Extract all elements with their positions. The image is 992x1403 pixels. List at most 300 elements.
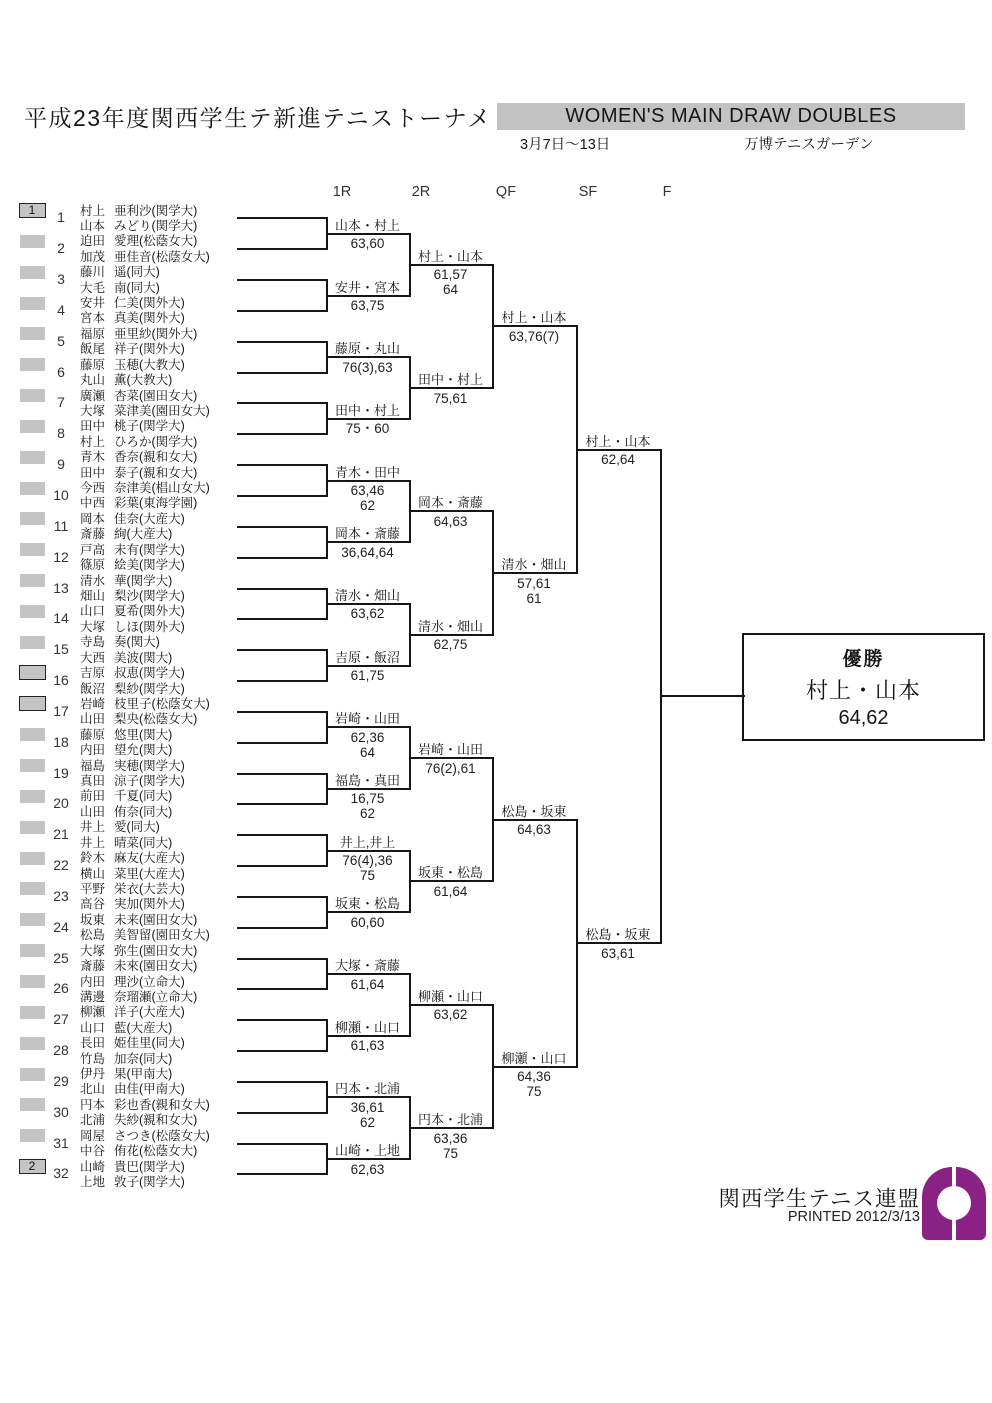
player-surname: 伊丹 [80, 1067, 106, 1082]
player-givenname: 実穂(関学大) [114, 758, 185, 773]
winner-name-1r-7: 清水・畑山 [334, 587, 400, 603]
entry-number: 14 [53, 610, 69, 627]
player-surname: 山田 [80, 804, 106, 819]
player-row [80, 851, 185, 866]
match-score-qf-4: 75 [526, 1084, 542, 1100]
player-givenname: 愛理(松蔭女大) [114, 234, 198, 249]
match-score-1r-15: 62 [359, 1114, 376, 1130]
player-surname: 今西 [80, 481, 106, 496]
player-surname: 真田 [80, 774, 106, 789]
winner-line-1r [326, 418, 411, 420]
federation-name: 関西学生テニス連盟 [718, 1187, 920, 1211]
player-givenname: 姫佳里(同大) [114, 1036, 185, 1051]
seed-box [20, 327, 45, 340]
player-surname: 竹島 [80, 1051, 106, 1066]
entry-number: 32 [53, 1165, 69, 1182]
entry-number: 28 [53, 1042, 69, 1059]
player-row [80, 882, 185, 897]
player-row [80, 219, 197, 234]
player-surname: 篠原 [80, 558, 106, 573]
player-givenname: 華(関学大) [114, 573, 173, 588]
winner-name-1r-9: 岩崎・山田 [334, 711, 400, 727]
player-surname: 横山 [80, 866, 106, 881]
winner-line-1r [326, 233, 411, 235]
player-row [80, 342, 185, 357]
player-surname: 前田 [80, 789, 106, 804]
player-givenname: 梨紗(関学大) [114, 681, 185, 696]
match-score-2r-8: 63,36 [433, 1130, 468, 1146]
player-row [80, 836, 172, 851]
player-surname: 高谷 [80, 897, 106, 912]
player-surname: 吉原 [80, 666, 106, 681]
player-row [80, 728, 172, 743]
player-givenname: 敦子(関学大) [114, 1174, 185, 1189]
entry-number: 31 [53, 1134, 69, 1151]
winner-name-1r-2: 安井・宮本 [334, 279, 400, 295]
seed-box [20, 605, 45, 618]
player-surname: 中谷 [80, 1144, 106, 1159]
player-givenname: 香奈(親和女大) [114, 450, 198, 465]
winner-name-2r-8: 円本・北浦 [417, 1112, 483, 1128]
entry-number: 5 [57, 332, 65, 349]
player-row [80, 450, 197, 465]
player-givenname: 美波(関大) [114, 650, 173, 665]
winner-line-1r [326, 1096, 411, 1098]
player-row [80, 944, 197, 959]
player-surname: 井上 [80, 835, 106, 850]
player-row [80, 651, 172, 666]
match-score-sf-2: 63,61 [601, 945, 635, 961]
winner-line-1r [326, 295, 411, 297]
match-score-1r-14: 61,63 [350, 1038, 385, 1054]
player-givenname: 薫(大教大) [114, 373, 173, 388]
player-givenname: 梨沙(関学大) [114, 589, 185, 603]
team-line [237, 217, 328, 219]
entry-number: 20 [53, 795, 69, 812]
winner-line-2r [409, 510, 494, 512]
entry-number: 2 [57, 240, 65, 257]
winner-line-2r [409, 387, 494, 389]
match-score-2r-2: 75,61 [433, 390, 468, 406]
winner-name-2r-3: 岡本・斎藤 [417, 495, 483, 511]
player-surname: 藤川 [80, 265, 106, 280]
player-surname: 山崎 [80, 1159, 106, 1174]
winner-name-1r-5: 青木・田中 [334, 464, 400, 480]
player-givenname: 貴巴(関学大) [114, 1159, 185, 1174]
seed-box [20, 1098, 45, 1111]
match-score-1r-8: 61,75 [350, 668, 385, 684]
player-surname: 山田 [80, 712, 106, 727]
player-givenname: 美智留(園田女大) [114, 928, 210, 943]
player-givenname: さつき(松蔭女大) [114, 1128, 210, 1143]
entry-number: 27 [53, 1011, 69, 1028]
team-line [237, 711, 328, 713]
player-surname: 畑山 [80, 589, 106, 603]
player-row [80, 265, 160, 280]
match-score-1r-6: 36,64,64 [341, 544, 394, 560]
player-givenname: ひろか(関学大) [114, 434, 198, 449]
player-row [80, 1129, 210, 1144]
entry-number: 18 [53, 733, 69, 750]
team-line [237, 372, 328, 374]
match-score-qf-2: 57,61 [517, 575, 551, 591]
winner-name-1r-10: 福島・真田 [334, 772, 400, 788]
player-givenname: しほ(関外大) [114, 619, 185, 634]
team-line [237, 773, 328, 775]
printed-date: PRINTED 2012/3/13 [787, 1209, 920, 1225]
player-row [80, 435, 197, 450]
player-givenname: 杏菜(園田女大) [114, 388, 198, 403]
winner-line-1r [326, 788, 411, 790]
winner-name-2r-4: 清水・畑山 [417, 618, 483, 634]
player-row [80, 820, 160, 835]
entry-number: 30 [53, 1103, 69, 1120]
seed-box [20, 420, 45, 433]
winner-name-sf-2: 松島・坂東 [585, 927, 651, 943]
player-row [80, 1144, 197, 1159]
player-surname: 飯沼 [80, 681, 106, 696]
entry-number: 8 [57, 425, 65, 442]
player-row [80, 666, 185, 681]
match-score-sf-1: 62,64 [601, 452, 635, 468]
player-surname: 斎藤 [80, 959, 106, 974]
winner-line-2r [409, 757, 494, 759]
player-givenname: 加奈(同大) [114, 1051, 173, 1066]
match-score-qf-2: 61 [526, 590, 542, 606]
match-score-1r-16: 62,63 [350, 1161, 385, 1177]
player-surname: 長田 [80, 1036, 106, 1051]
entry-number: 21 [53, 826, 69, 843]
player-row [80, 1160, 185, 1175]
winner-name-2r-7: 柳瀬・山口 [417, 988, 483, 1004]
winner-line-1r [326, 1158, 411, 1160]
player-surname: 上地 [80, 1174, 106, 1189]
federation-logo-icon [922, 1167, 986, 1240]
logo-slit [952, 1167, 956, 1240]
team-line [237, 1143, 328, 1145]
page-title: 平成23年度関西学生テ新進テニストーナメ [24, 105, 492, 131]
entry-number: 9 [57, 456, 65, 473]
entry-number: 29 [53, 1072, 69, 1089]
player-row [80, 959, 197, 974]
player-givenname: 果(甲南大) [114, 1067, 173, 1082]
seed-box [20, 266, 45, 279]
player-givenname: 悠里(関大) [114, 727, 173, 742]
team-line [237, 649, 328, 651]
player-givenname: 侑奈(同大) [114, 804, 173, 819]
winner-name-1r-15: 円本・北浦 [334, 1081, 400, 1097]
winner-line-final [660, 695, 745, 697]
round-label-1R: 1R [332, 184, 352, 200]
player-givenname: 玉穂(大教大) [114, 357, 185, 372]
player-surname: 福原 [80, 326, 106, 341]
seed-box [20, 297, 45, 310]
match-score-qf-1: 63,76(7) [508, 328, 560, 344]
player-row [80, 1098, 210, 1113]
player-surname: 福島 [80, 758, 106, 773]
entry-number: 12 [53, 548, 69, 565]
seed-box [20, 913, 45, 926]
player-row [80, 774, 185, 789]
seed-box [20, 636, 45, 649]
entry-number: 10 [53, 486, 69, 503]
winner-name-2r-1: 村上・山本 [417, 248, 483, 264]
player-row [80, 281, 160, 296]
entry-number: 13 [53, 579, 69, 596]
match-score-qf-4: 64,36 [517, 1069, 551, 1085]
player-givenname: 彩也香(親和女大) [114, 1097, 210, 1112]
team-line [237, 742, 328, 744]
player-surname: 岡屋 [80, 1128, 106, 1143]
player-row [80, 913, 197, 928]
seed-box [20, 975, 45, 988]
team-line [237, 803, 328, 805]
match-score-1r-13: 61,64 [350, 976, 385, 992]
player-givenname: 菜里(大産大) [114, 866, 185, 881]
player-givenname: 未来(園田女大) [114, 912, 198, 927]
winner-line-sf [576, 449, 662, 451]
match-score-2r-3: 64,63 [433, 513, 468, 529]
player-row [80, 296, 185, 311]
match-score-2r-6: 61,64 [433, 883, 468, 899]
player-givenname: 晴菜(同大) [114, 835, 173, 850]
player-surname: 飯尾 [80, 342, 106, 357]
player-surname: 溝邊 [80, 989, 106, 1004]
winner-name-qf-3: 松島・坂東 [501, 803, 567, 819]
player-row [80, 389, 197, 404]
player-surname: 藤原 [80, 727, 106, 742]
winner-name-1r-12: 坂東・松島 [334, 896, 400, 912]
team-line [237, 279, 328, 281]
team-line [237, 495, 328, 497]
player-row [80, 311, 185, 326]
player-givenname: 未有(関学大) [114, 542, 185, 557]
winner-name-1r-1: 山本・村上 [334, 217, 400, 233]
player-givenname: 弥生(園田女大) [114, 943, 198, 958]
player-givenname: 絵美(関学大) [114, 558, 185, 573]
player-row [80, 543, 185, 558]
seed-box [20, 759, 45, 772]
match-score-2r-1: 61,57 [433, 267, 468, 283]
player-row [80, 990, 197, 1005]
player-surname: 坂東 [80, 912, 106, 927]
player-row [80, 697, 210, 712]
player-surname: 大塚 [80, 619, 106, 634]
seed-box [20, 944, 45, 957]
seed-box [20, 728, 45, 741]
team-line [237, 588, 328, 590]
round-label-QF: QF [495, 184, 517, 200]
winner-line-1r [326, 850, 411, 852]
seed-box [20, 852, 45, 865]
player-surname: 鈴木 [80, 851, 106, 866]
player-givenname: 菜津美(園田女大) [114, 403, 210, 418]
player-row [80, 466, 197, 481]
player-surname: 清水 [80, 573, 106, 588]
team-line [237, 433, 328, 435]
team-line [237, 1050, 328, 1052]
player-surname: 田中 [80, 419, 106, 434]
seed-box [20, 1006, 45, 1019]
team-line [237, 927, 328, 929]
entry-number: 24 [53, 918, 69, 935]
player-surname: 寺島 [80, 635, 106, 650]
team-line [237, 402, 328, 404]
player-surname: 大毛 [80, 280, 106, 295]
player-row [80, 1052, 172, 1067]
player-row [80, 682, 185, 697]
player-surname: 安井 [80, 296, 106, 311]
player-givenname: 理沙(立命大) [114, 974, 185, 989]
player-surname: 円本 [80, 1097, 106, 1112]
team-line [237, 464, 328, 466]
match-score-1r-4: 75・60 [345, 421, 390, 437]
entry-number: 26 [53, 980, 69, 997]
player-surname: 岩崎 [80, 696, 106, 711]
seed-box [20, 451, 45, 464]
team-line [237, 896, 328, 898]
match-score-1r-9: 64 [359, 744, 376, 760]
player-surname: 村上 [80, 434, 106, 449]
winner-name-1r-3: 藤原・丸山 [334, 341, 400, 357]
winner-name-qf-1: 村上・山本 [501, 310, 567, 326]
seed-box: 2 [19, 1159, 46, 1174]
player-givenname: 望允(関大) [114, 743, 173, 758]
player-row [80, 1021, 172, 1036]
match-score-1r-5: 63,46 [350, 483, 385, 499]
player-givenname: 涼子(関学大) [114, 774, 185, 789]
winner-name-1r-6: 岡本・斎藤 [334, 526, 400, 542]
player-row [80, 789, 172, 804]
winner-line-2r [409, 880, 494, 882]
player-row [80, 234, 197, 249]
team-line [237, 248, 328, 250]
entry-number: 1 [57, 209, 65, 226]
winner-name-1r-13: 大塚・斎藤 [334, 958, 400, 973]
player-row [80, 1036, 185, 1051]
player-givenname: 奏(関大) [114, 635, 160, 650]
winner-name-2r-6: 坂東・松島 [417, 865, 483, 881]
team-line [237, 1173, 328, 1175]
player-row [80, 1175, 185, 1190]
team-line [237, 310, 328, 312]
seed-box [20, 543, 45, 556]
player-row [80, 419, 185, 434]
player-row [80, 712, 197, 727]
player-row [80, 250, 210, 265]
player-surname: 松島 [80, 928, 106, 943]
player-row [80, 635, 160, 650]
player-row [80, 867, 185, 882]
player-surname: 平野 [80, 881, 106, 896]
winner-line-1r [326, 541, 411, 543]
player-row [80, 496, 197, 511]
event-banner [497, 103, 965, 130]
player-row [80, 620, 185, 635]
winner-line-1r [326, 665, 411, 667]
player-row [80, 327, 197, 342]
player-givenname: 由佳(甲南大) [114, 1082, 185, 1097]
player-row [80, 358, 185, 373]
player-row [80, 1005, 185, 1020]
winner-line-qf [492, 819, 578, 821]
match-score-1r-12: 60,60 [350, 914, 385, 930]
player-row [80, 373, 172, 388]
winner-line-sf [576, 942, 662, 944]
player-surname: 内田 [80, 743, 106, 758]
player-givenname: 亜利沙(関学大) [114, 203, 198, 218]
winner-name-1r-8: 吉原・飯沼 [334, 649, 400, 665]
team-line [237, 1112, 328, 1114]
player-row [80, 805, 172, 820]
winner-line-1r [326, 911, 411, 913]
player-givenname: 遥(同大) [114, 265, 160, 280]
seed-box [20, 235, 45, 248]
player-givenname: 枝里子(松蔭女大) [114, 696, 210, 711]
player-givenname: 祥子(関外大) [114, 342, 185, 357]
seed-box [20, 1037, 45, 1050]
player-row [80, 574, 172, 589]
entry-number: 4 [57, 301, 65, 318]
player-givenname: 実加(関外大) [114, 897, 185, 912]
seed-box [20, 1129, 45, 1142]
player-surname: 加茂 [80, 249, 106, 264]
match-score-1r-5: 62 [359, 498, 376, 514]
winner-line-qf [492, 325, 578, 327]
match-score-2r-8: 75 [442, 1145, 459, 1161]
round-label-2R: 2R [411, 184, 431, 200]
seed-box [20, 882, 45, 895]
match-score-1r-3: 76(3),63 [342, 359, 393, 375]
seed-box [20, 389, 45, 402]
player-givenname: 泰子(親和女大) [114, 465, 198, 480]
team-line [237, 988, 328, 990]
player-row [80, 558, 185, 573]
team-line [237, 526, 328, 528]
player-row [80, 1067, 172, 1082]
team-line [237, 865, 328, 867]
player-surname: 中西 [80, 496, 106, 511]
player-givenname: 亜佳音(松蔭女大) [114, 249, 210, 264]
player-givenname: 愛(同大) [114, 820, 160, 835]
team-line [237, 1081, 328, 1083]
player-surname: 山本 [80, 218, 106, 233]
team-line [237, 958, 328, 960]
player-surname: 迫田 [80, 234, 106, 249]
match-score-1r-10: 62 [359, 806, 376, 822]
match-score-qf-3: 64,63 [517, 822, 551, 838]
player-row [80, 759, 185, 774]
champion-team: 村上・山本 [805, 678, 921, 703]
entry-number: 3 [57, 271, 65, 288]
player-surname: 柳瀬 [80, 1005, 106, 1020]
player-surname: 山口 [80, 604, 106, 619]
player-surname: 大西 [80, 650, 106, 665]
winner-line-1r [326, 1035, 411, 1037]
player-givenname: 洋子(大産大) [114, 1005, 185, 1020]
match-score-1r-9: 62,36 [350, 729, 385, 745]
winner-line-1r [326, 480, 411, 482]
match-score-2r-1: 64 [442, 282, 459, 298]
player-givenname: 佳奈(大産大) [114, 511, 185, 526]
player-row [80, 512, 185, 527]
seed-box [20, 358, 45, 371]
event-venue: 万博テニスガーデン [744, 137, 874, 153]
champion-label: 優勝 [842, 649, 885, 670]
player-surname: 丸山 [80, 373, 106, 388]
player-row [80, 204, 197, 219]
champion-box [742, 633, 985, 741]
